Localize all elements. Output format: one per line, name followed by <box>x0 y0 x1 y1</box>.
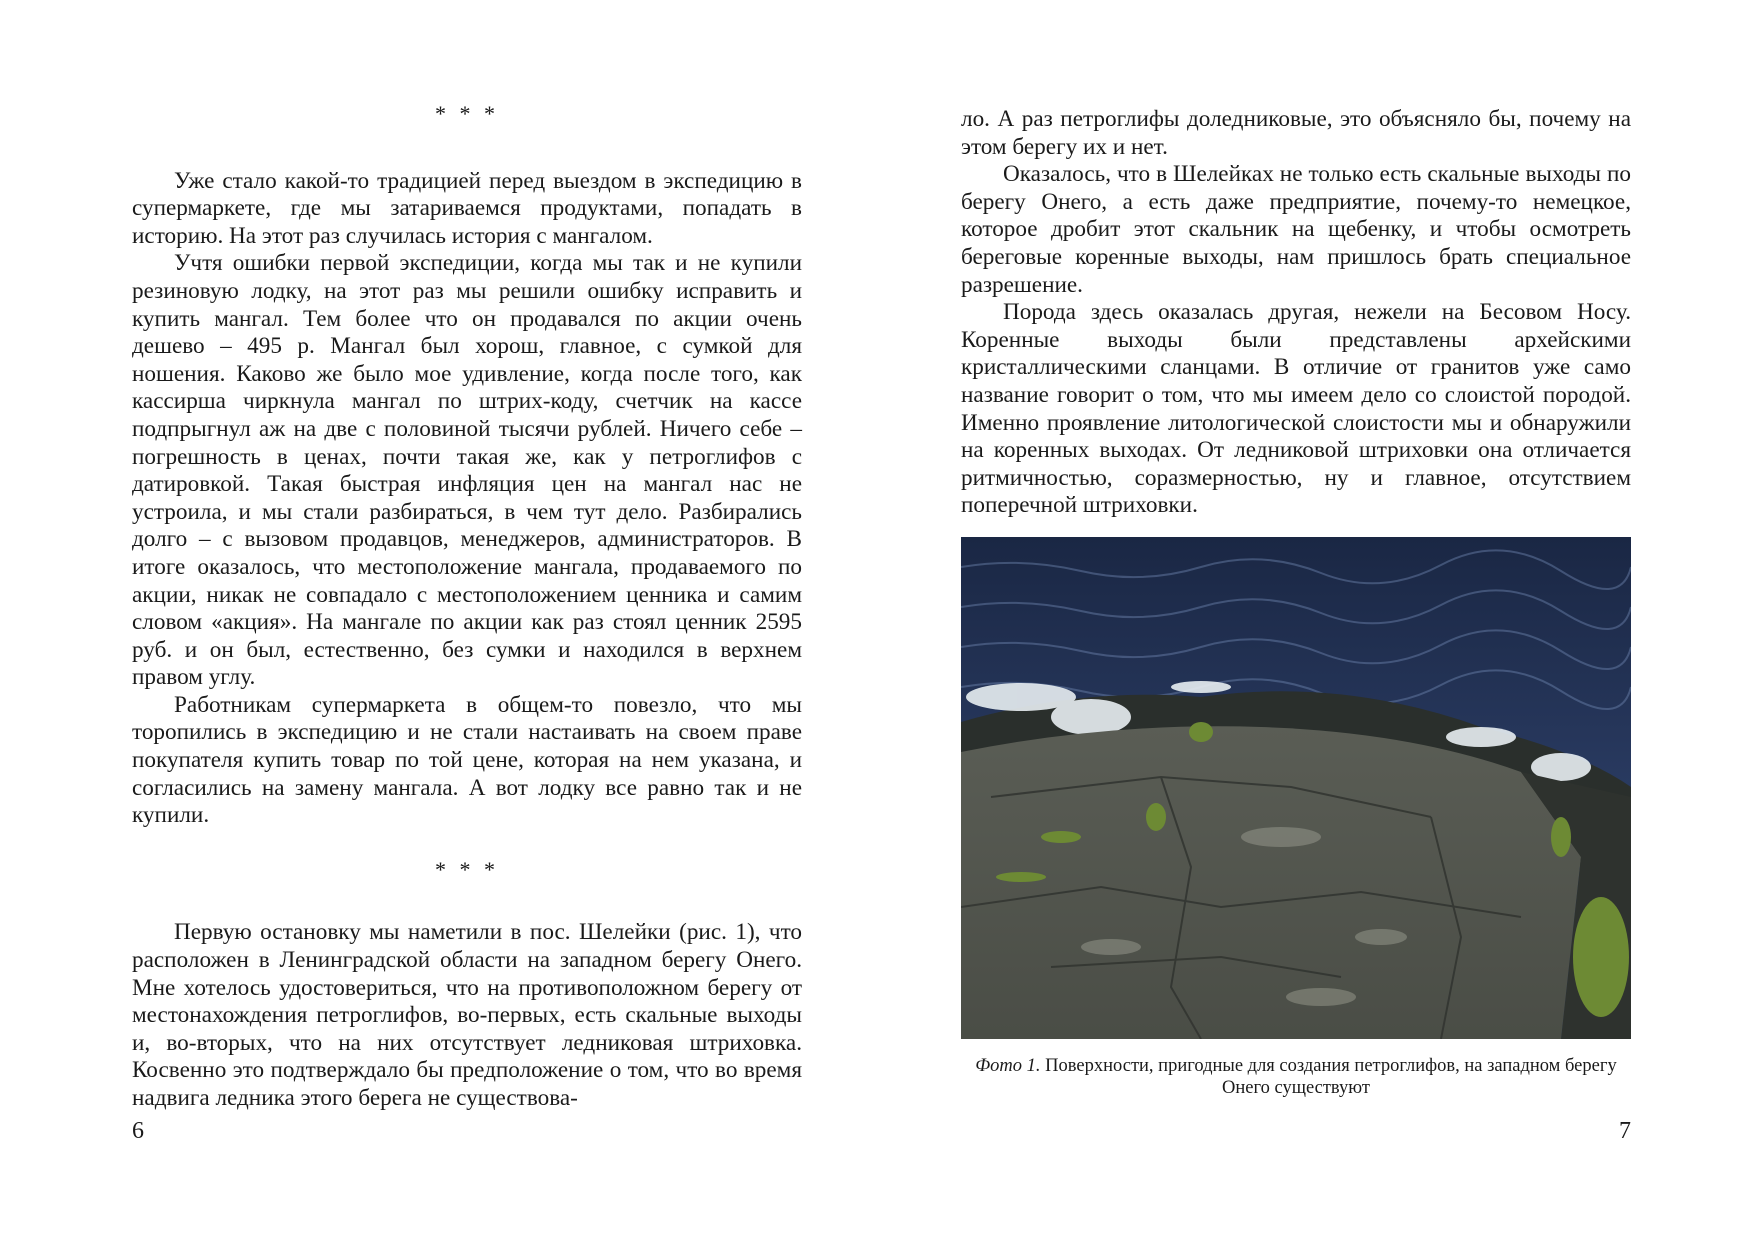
paragraph: Порода здесь оказалась другая, нежели на Бесовом Носу. Коренные выходы были представлены архейскими кристаллическими сланцами. В отличие от гранитов уже само название говорит о том, что мы имеем дело со слоистой породой. Именно проявление литологической слоистости мы и обнаружили на коренных выходах. От ледниковой штриховки она отличается ритмичностью, соразмерностью, ну и главное, отсутствием поперечной штриховки. <box>961 299 1631 519</box>
paragraph: Оказалось, что в Шелейках не только есть скальные выходы по берегу Онего, а есть даже предприятие, почему-то немецкое, которое дробит этот скальник на щебенку, и чтобы осмотреть береговые коренные выходы, нам пришлось брать специальное разрешение. <box>961 161 1631 298</box>
paragraph: Учтя ошибки первой экспедиции, когда мы так и не купили резиновую лодку, на этот раз мы решили ошибку исправить и купить мангал. Тем более что он продавался по акции очень дешево – 495 р. Мангал был хорош, главное, с сумкой для ношения. Каково же было мое удивление, когда после того, как кассирша чиркнула мангал по штрих-коду, счетчик на кассе подпрыгнул аж на две с половиной тысячи рублей. Ничего себе – погрешность в ценах, почти такая же, как у петроглифов с датировкой. Такая быстрая инфляция цен на мангал нас не устроила, и мы стали разбираться, в чем тут дело. Разбирались долго – с вызовом продавцов, менеджеров, администраторов. В итоге оказалось, что местоположение мангала, продаваемого по акции, никак не совпадало с местоположением ценника и самим словом «акция». На мангале по акции как раз стоял ценник 2595 руб. и он был, естественно, без сумки и находился в верхнем правом углу. <box>132 250 802 691</box>
page-number: 6 <box>132 1118 144 1144</box>
section-separator: * * * <box>435 856 499 882</box>
photo-caption <box>961 1055 1631 1099</box>
photo-lake-shore <box>961 537 1631 1039</box>
caption-label: Фото 1. <box>975 1056 1041 1076</box>
left-column <box>132 100 802 1113</box>
rock-surface <box>961 726 1581 1039</box>
section-separator: * * * <box>435 101 499 126</box>
paragraph: Работникам супермаркета в общем-то повезло, что мы торопились в экспедицию и не стали настаивать на своем праве покупателя купить товар по той цене, которая на нем указана, и согласились на замену мангала. А вот лодку все равно так и не купили. <box>132 691 802 829</box>
paragraph: ло. А раз петроглифы доледниковые, это объясняло бы, почему на этом берегу их и нет. <box>961 106 1631 160</box>
caption-text: Поверхности, пригодные для создания петроглифов, на западном берегу Онего существуют <box>1040 1056 1617 1098</box>
right-page: ло. А раз петроглифы доледниковые, это объясняло бы, почему на этом берегу их и нет. Оказалось, что в Шелейках не только есть скальные выходы по берегу Онего, а есть даже предприятие, почему-то немецкое, которое дробит этот скальник на щебенку, и чтобы осмотреть береговые коренные выходы, нам пришлось брать специальное разрешение. Порода здесь оказалась другая, нежели на Бесовом Носу. Коренные выходы были представлены архейскими кристаллическими сланцами. В отличие от гранитов уже само название говорит о том, что мы имеем дело со слоистой породой. Именно проявление литологической слоистости мы и обнаружили на коренных выходах. От ледниковой штриховки она отличается ритмичностью, соразмерностью, ну и главное, отсутствием поперечной штриховки. Фото 1. Поверхности, пригодные для создания петроглифов, на западном берегу Онего существуют 7 <box>961 106 1631 1144</box>
paragraph: Уже стало какой-то традицией перед выездом в экспедицию в супермаркете, где мы затариваемся продуктами, попадать в историю. На этот раз случилась история с мангалом. <box>132 167 802 249</box>
paragraph: Первую остановку мы наметили в пос. Шелейки (рис. 1), что расположен в Ленинградской области на западном берегу Онего. Мне хотелось удостовериться, что на противоположном берегу от местонахождения петроглифов, во-первых, есть скальные выходы и, во-вторых, что на них отсутствует ледниковая штриховка. Косвенно это подтверждало бы предположение о том, что во время надвига ледника этого берега не существова- <box>132 919 802 1111</box>
left-page <box>0 0 877 1240</box>
right-column <box>961 106 1631 520</box>
